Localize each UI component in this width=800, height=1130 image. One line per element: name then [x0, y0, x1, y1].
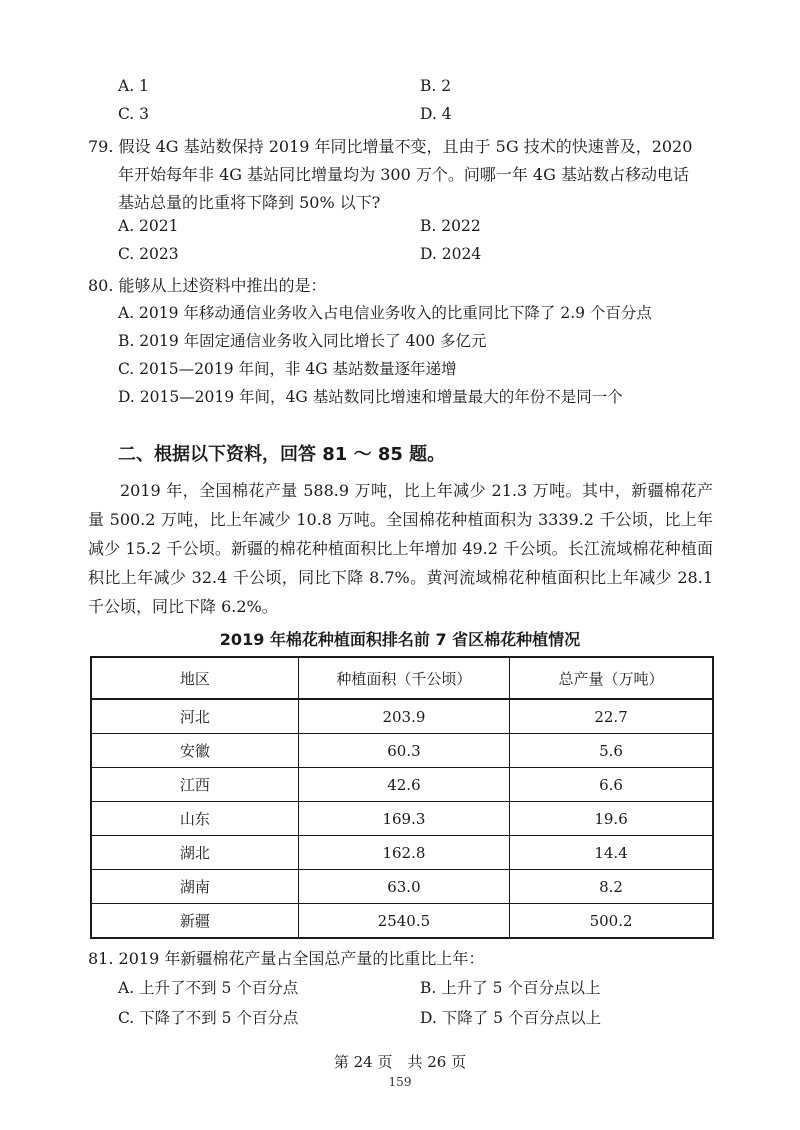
cell-region: 江西	[91, 768, 298, 802]
cell-area: 63.0	[298, 870, 509, 904]
section-title: 二、根据以下资料，回答 81 ～ 85 题。	[118, 444, 446, 465]
table-row	[91, 836, 713, 870]
cell-region: 河北	[91, 699, 298, 734]
cell-output: 22.7	[510, 699, 713, 734]
table-row	[91, 734, 713, 768]
cell-area: 60.3	[298, 734, 509, 768]
q78-option-d: D. 4	[420, 105, 452, 123]
header-output: 总产量（万吨）	[510, 657, 713, 699]
header-region: 地区	[91, 657, 298, 699]
cell-region: 新疆	[91, 904, 298, 939]
q79-option-d: D. 2024	[420, 245, 482, 263]
q79-option-c: C. 2023	[118, 245, 179, 263]
page-indicator: 第 24 页 共 26 页	[333, 1053, 467, 1071]
q81-stem: 81. 2019 年新疆棉花产量占全国总产量的比重比上年：	[88, 949, 485, 968]
cell-area: 42.6	[298, 768, 509, 802]
q80-option-a: A. 2019 年移动通信业务收入占电信业务收入的比重同比下降了 2.9 个百分点	[118, 304, 652, 322]
q79-option-b: B. 2022	[420, 217, 481, 235]
cell-region: 山东	[91, 802, 298, 836]
table-row	[91, 699, 713, 734]
cell-output: 500.2	[510, 904, 713, 939]
q80-stem: 80. 能够从上述资料中推出的是：	[88, 276, 327, 295]
q81-option-b: B. 上升了 5 个百分点以上	[420, 979, 601, 997]
cell-area: 169.3	[298, 802, 509, 836]
cotton-table	[90, 656, 714, 939]
q80-option-d: D. 2015—2019 年间，4G 基站数同比增速和增量最大的年份不是同一个	[118, 388, 623, 406]
q81-option-c: C. 下降了不到 5 个百分点	[118, 1009, 299, 1027]
q80-option-c: C. 2015—2019 年间，非 4G 基站数量逐年递增	[118, 360, 457, 378]
q79-stem-line1: 79. 假设 4G 基站数保持 2019 年同比增量不变，且由于 5G 技术的快速普及，2020	[88, 137, 693, 156]
table-header-row	[91, 657, 713, 699]
cell-output: 6.6	[510, 768, 713, 802]
cell-output: 14.4	[510, 836, 713, 870]
cell-output: 8.2	[510, 870, 713, 904]
table-row	[91, 870, 713, 904]
passage: 2019 年，全国棉花产量 588.9 万吨，比上年减少 21.3 万吨。其中，新疆棉花产量 500.2 万吨，比上年减少 10.8 万吨。全国棉花种植面积为 3339.2 千公顷，比上年减少 15.2 千公顷。新疆的棉花种植面积比上年增加 49.2 千公顷。长江流域棉花种植面积比上年减少 32.4 千公顷，同比下降 8.7%。黄河流域棉花种植面积比上年减少 28.1 千公顷，同比下降 6.2%。	[88, 481, 713, 616]
table-row	[91, 802, 713, 836]
cell-area: 2540.5	[298, 904, 509, 939]
cell-output: 5.6	[510, 734, 713, 768]
header-area: 种植面积（千公顷）	[298, 657, 509, 699]
q78-option-b: B. 2	[420, 77, 452, 95]
cell-area: 162.8	[298, 836, 509, 870]
cell-region: 湖北	[91, 836, 298, 870]
table-row	[91, 904, 713, 939]
q79-stem-line2: 年开始每年非 4G 基站同比增量均为 300 万个。问哪一年 4G 基站数占移动电话	[118, 165, 689, 184]
cell-area: 203.9	[298, 699, 509, 734]
q81-option-a: A. 上升了不到 5 个百分点	[118, 979, 299, 997]
table-title: 2019 年棉花种植面积排名前 7 省区棉花种植情况	[219, 630, 581, 649]
cell-region: 湖南	[91, 870, 298, 904]
q80-option-b: B. 2019 年固定通信业务收入同比增长了 400 多亿元	[118, 332, 487, 350]
q78-option-c: C. 3	[118, 105, 150, 123]
cell-output: 19.6	[510, 802, 713, 836]
q81-option-d: D. 下降了 5 个百分点以上	[420, 1009, 601, 1027]
q79-stem-line3: 基站总量的比重将下降到 50% 以下?	[118, 193, 381, 212]
q79-option-a: A. 2021	[118, 217, 179, 235]
q78-option-a: A. 1	[118, 77, 149, 95]
page-number: 159	[388, 1075, 412, 1089]
table-row	[91, 768, 713, 802]
cell-region: 安徽	[91, 734, 298, 768]
